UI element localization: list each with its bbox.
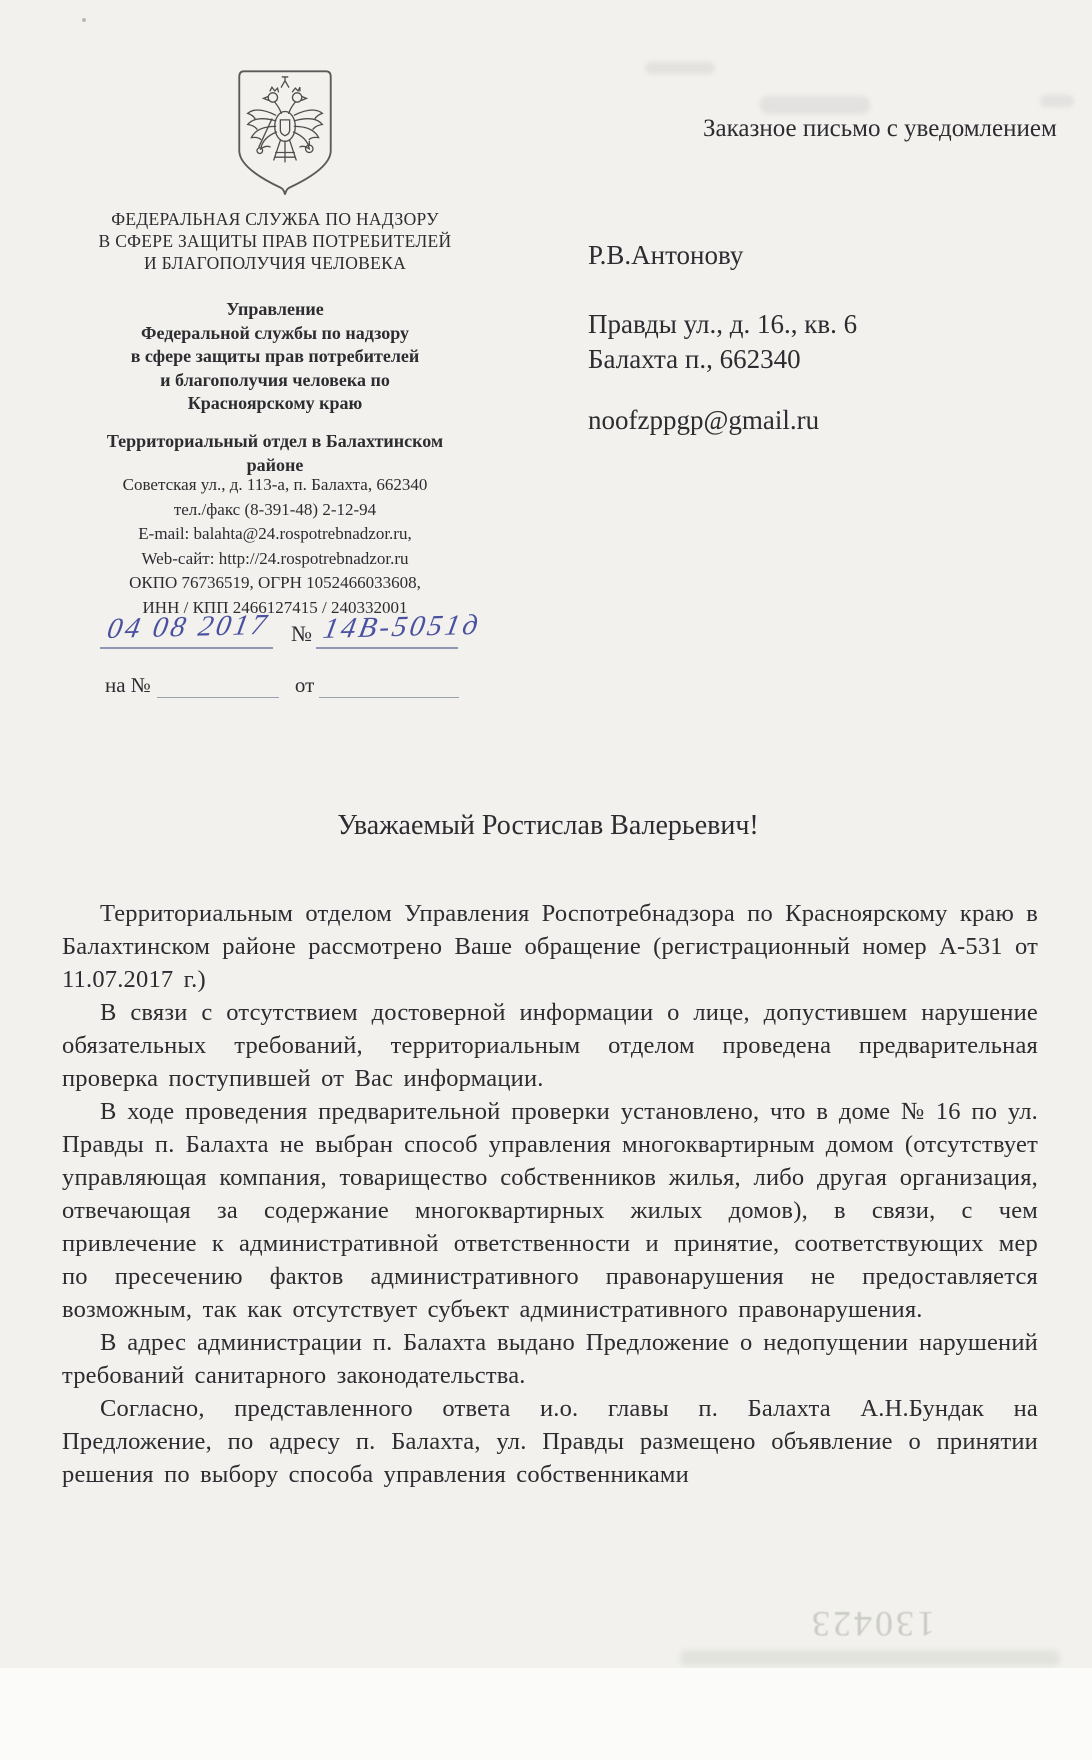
bleedthrough-number: 130423 xyxy=(809,1604,935,1644)
contact-phone: тел./факс (8-391-48) 2-12-94 xyxy=(173,499,377,519)
directorate-line-2: Федеральной службы по надзору xyxy=(140,322,410,343)
division-line-2: районе xyxy=(246,454,304,475)
paragraph-3: В ходе проведения предварительной проверки установлено, что в доме № 16 по ул. Правды п. Балахта не выбран способ управления многоквартирным домом (отсутствует управляющая компания, товарищество собственников жилья, либо другая организация, отвечающая за содержание многоквартирных жилых домов), в связи, с чем привлечение к административной ответственности и принятие, соответствующих мер по пресечению фактов административного правонарушения не предоставляется возможным, так как отсутствует субъект административного правонарушения. xyxy=(62,1098,1038,1323)
agency-name-line-1: ФЕДЕРАЛЬНАЯ СЛУЖБА ПО НАДЗОРУ xyxy=(111,209,439,229)
scan-smudge xyxy=(645,62,715,74)
scan-speck xyxy=(82,18,86,22)
reply-number-blank-line xyxy=(157,671,279,698)
number-blank-line xyxy=(316,608,484,649)
letter-body xyxy=(62,897,1038,1491)
handwritten-date: 04 08 2017 xyxy=(104,608,273,645)
salutation: Уважаемый Ростислав Валерьевич! xyxy=(337,810,759,841)
scan-smudge xyxy=(1040,95,1074,107)
paragraph-1: Территориальным отделом Управления Роспотребнадзора по Красноярскому краю в Балахтинском районе рассмотрено Ваше обращение (регистрационный номер А-531 от 11.07.2017 г.) xyxy=(62,900,1038,993)
reply-to-label: на № xyxy=(105,673,151,697)
directorate-line-5: Красноярскому краю xyxy=(187,393,363,413)
outgoing-reference-row xyxy=(100,608,484,649)
recipient-name: Р.В.Антонову xyxy=(588,240,744,270)
reply-date-blank-line xyxy=(319,671,459,698)
territorial-division xyxy=(80,430,470,477)
recipient-street: Правды ул., д. 16., кв. 6 xyxy=(588,309,858,339)
recipient-settlement: Балахта п., 662340 xyxy=(588,344,801,374)
contact-okpo-ogrn: ОКПО 76736519, ОГРН 1052466033608, xyxy=(129,573,421,592)
recipient-email: noofzppgp@gmail.ru xyxy=(588,405,820,435)
recipient-block xyxy=(588,240,857,436)
number-sign: № xyxy=(291,621,312,646)
paragraph-4: В адрес администрации п. Балахта выдано Предложение о недопущении нарушений требований санитарного законодательства. xyxy=(62,1329,1038,1389)
directorate-line-3: в сфере защиты прав потребителей xyxy=(130,346,420,366)
reply-reference-row xyxy=(105,671,459,698)
bleedthrough-smudge xyxy=(680,1650,1060,1666)
scan-bottom-edge xyxy=(0,1668,1092,1760)
coat-of-arms-icon xyxy=(229,64,341,200)
directorate-line-4: и благополучия человека по xyxy=(160,369,390,390)
paragraph-2: В связи с отсутствием достоверной информации о лице, допустившем нарушение обязательных требований, территориальным отделом проведена предварительная проверка поступившей от Вас информации. xyxy=(62,999,1038,1092)
paragraph-5: Согласно, представленного ответа и.о. главы п. Балахта А.Н.Бундак на Предложение, по адресу п. Балахта, ул. Правды размещено объявление о принятии решения по выбору способа управления собственниками xyxy=(62,1395,1038,1488)
delivery-note: Заказное письмо с уведомлением xyxy=(703,115,1057,142)
letterhead-contacts xyxy=(80,473,470,620)
contact-email: E-mail: balahta@24.rospotrebnadzor.ru, xyxy=(138,524,412,543)
scan-smudge xyxy=(760,96,870,114)
date-blank-line xyxy=(100,608,273,649)
handwritten-number: 14В-5051д xyxy=(320,608,484,645)
directorate-line-1: Управление xyxy=(226,299,324,319)
contact-website: Web-сайт: http://24.rospotrebnadzor.ru xyxy=(141,548,409,568)
contact-address: Советская ул., д. 113-а, п. Балахта, 662340 xyxy=(122,475,428,494)
agency-name xyxy=(80,208,470,274)
directorate-name xyxy=(80,298,470,416)
reply-from-label: от xyxy=(294,673,315,697)
agency-name-line-2: В СФЕРЕ ЗАЩИТЫ ПРАВ ПОТРЕБИТЕЛЕЙ xyxy=(98,231,452,251)
contact-inn-kpp: ИНН / КПП 2466127415 / 240332001 xyxy=(142,597,408,617)
division-line-1: Территориальный отдел в Балахтинском xyxy=(106,431,444,451)
agency-name-line-3: И БЛАГОПОЛУЧИЯ ЧЕЛОВЕКА xyxy=(143,253,407,273)
